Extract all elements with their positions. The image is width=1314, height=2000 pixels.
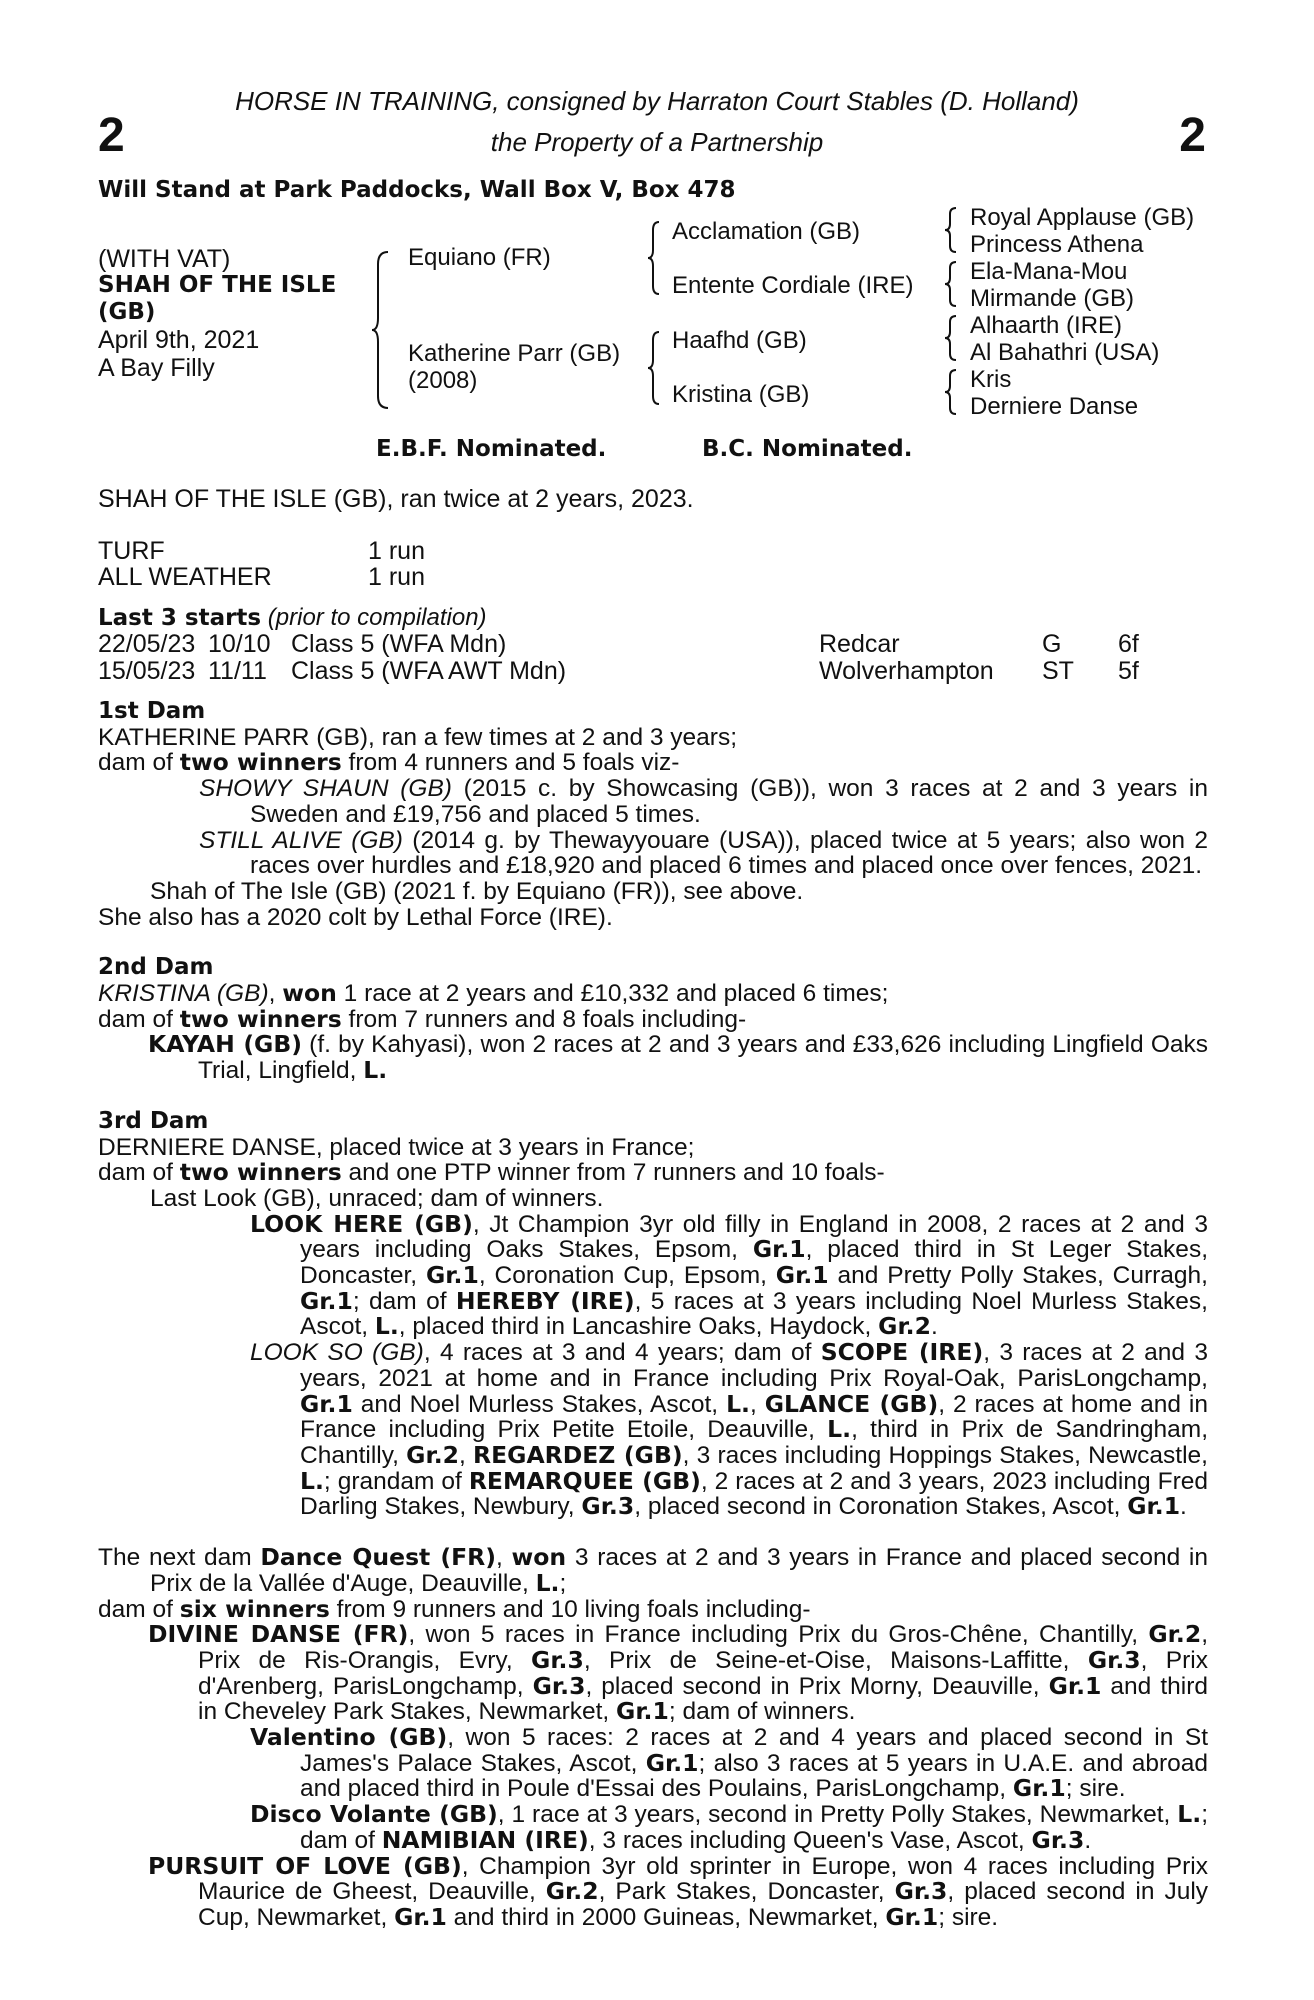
last-starts-heading: [98, 604, 487, 632]
lot-number-right: 2: [1179, 109, 1206, 162]
horse-dob: April 9th, 2021: [98, 326, 260, 354]
bc-nominated: B.C. Nominated.: [702, 436, 913, 462]
gen3-brace-1: [943, 206, 959, 254]
header-property: the Property of a Partnership: [490, 127, 824, 157]
pedigree-sire-sire: Acclamation (GB): [672, 218, 861, 245]
pedigree-dds: Kris: [970, 366, 1012, 393]
pedigree-sire-dam: Entente Cordiale (IRE): [672, 272, 914, 299]
produce-pursuit-of-love: PURSUIT OF LOVE (GB), Champion 3yr old sprinter in Europe, won 4 races including Prix Maurice de Gheest, Deauville, Gr.2, Park Stakes, Doncaster, Gr.3, placed second in July Cup, Newmarket, Gr.1 and third in 2000 Guineas, Newmarket, Gr.1; sire.: [148, 1851, 1209, 1931]
last-start-race: Class 5 (WFA Mdn): [291, 630, 507, 658]
produce-look-here: LOOK HERE (GB), Jt Champion 3yr old filly in England in 2008, 2 races at 2 and 3 years including Oaks Stakes, Epsom, Gr.1, placed third in St Leger Stakes, Doncaster, Gr.1, Coronation Cup, Epsom, Gr.1 and Pretty Polly Stakes, Curragh, Gr.1; dam of HEREBY (IRE), 5 races at 3 years including Noel Murless Stakes, Ascot, L., placed third in Lancashire Oaks, Haydock, Gr.2.: [250, 1209, 1208, 1341]
last-start-date: 22/05/23: [98, 630, 196, 658]
last-starts-title: Last 3 starts: [98, 605, 262, 631]
next-dam-produce: dam of six winners from 9 runners and 10 living foals including-: [98, 1594, 811, 1623]
last-start-race: Class 5 (WFA AWT Mdn): [291, 657, 567, 685]
pedigree-sss: Royal Applause (GB): [970, 204, 1195, 231]
pedigree-dam-year: (2008): [408, 367, 478, 394]
lot-number-left: 2: [98, 109, 125, 162]
pedigree-dam-sire: Haafhd (GB): [672, 327, 807, 354]
pedigree-sire: Equiano (FR): [408, 244, 551, 271]
ebf-nominated: E.B.F. Nominated.: [376, 436, 607, 462]
pedigree-ssd: Princess Athena: [970, 231, 1144, 258]
produce-look-so: LOOK SO (GB), 4 races at 3 and 4 years; dam of SCOPE (IRE), 3 races at 2 and 3 years, 2021 at home and in France including Prix Royal-Oak, ParisLongchamp, Gr.1 and Noel Murless Stakes, Ascot, L., GLANCE (GB), 2 races at home and in France including Prix Petite Etoile, Deauville, L., third in Prix de Sandringham, Chantilly, Gr.2, REGARDEZ (GB), 3 races including Hoppings Stakes, Newcastle, L.; grandam of REMARQUEE (GB), 2 races at 2 and 3 years, 2023 including Fred Darling Stakes, Newbury, Gr.3, placed second in Coronation Stakes, Ascot, Gr.1.: [250, 1338, 1208, 1521]
produce-shah-of-the-isle: Shah of The Isle (GB) (2021 f. by Equiano (FR)), see above.: [150, 877, 804, 905]
race-summary: SHAH OF THE ISLE (GB), ran twice at 2 years, 2023.: [98, 485, 694, 513]
produce-disco-volante: Disco Volante (GB), 1 race at 3 years, second in Pretty Polly Stakes, Newmarket, L.; dam of NAMIBIAN (IRE), 3 races including Queen's Vase, Ascot, Gr.3.: [250, 1800, 1208, 1854]
produce-still-alive: STILL ALIVE (GB) (2014 g. by Thewayyouare (USA)), placed twice at 5 years; also won 2 races over hurdles and £18,920 and placed 6 times and placed once over fences, 2021.: [199, 826, 1208, 880]
surface-aw-label: ALL WEATHER: [98, 563, 272, 591]
next-dam-line: The next dam Dance Quest (FR), won 3 races at 2 and 3 years in France and placed second in Prix de la Vallée d'Auge, Deauville, L.;: [98, 1543, 1208, 1597]
second-dam-produce: dam of two winners from 7 runners and 8 foals including-: [98, 1004, 747, 1033]
horse-description: A Bay Filly: [98, 354, 215, 382]
produce-last-look: Last Look (GB), unraced; dam of winners.: [150, 1184, 604, 1212]
gen3-brace-3: [943, 314, 959, 362]
last-start-dist: 5f: [1118, 657, 1139, 685]
last-start-dist: 6f: [1118, 630, 1139, 658]
produce-showy-shaun: SHOWY SHAUN (GB) (2015 c. by Showcasing (GB)), won 3 races at 2 and 3 years in Sweden and £19,756 and placed 5 times.: [199, 775, 1208, 828]
gen3-brace-4: [943, 368, 959, 416]
vat-label: (WITH VAT): [98, 245, 231, 273]
pedigree-sdd: Mirmande (GB): [970, 285, 1135, 312]
first-dam-line: KATHERINE PARR (GB), ran a few times at 2 and 3 years;: [98, 723, 738, 751]
stand-location: Will Stand at Park Paddocks, Wall Box V, Box 478: [98, 177, 736, 203]
second-dam-line: KRISTINA (GB), won 1 race at 2 years and £10,332 and placed 6 times;: [98, 979, 889, 1008]
pedigree-sds: Ela-Mana-Mou: [970, 258, 1128, 285]
last-start-course: Wolverhampton: [819, 657, 994, 685]
produce-2020-colt: She also has a 2020 colt by Lethal Force (IRE).: [98, 903, 613, 931]
surface-aw-runs: 1 run: [368, 563, 425, 591]
produce-valentino: Valentino (GB), won 5 races: 2 races at 2 and 4 years and placed second in St James's Palace Stakes, Ascot, Gr.1; also 3 races at 5 years in U.A.E. and abroad and placed third in Poule d'Essai des Poulains, ParisLongchamp, Gr.1; sire.: [250, 1723, 1208, 1803]
produce-divine-danse: DIVINE DANSE (FR), won 5 races in France including Prix du Gros-Chêne, Chantilly, Gr.2, Prix de Ris-Orangis, Evry, Gr.3, Prix de Seine-et-Oise, Maisons-Laffitte, Gr.3, Prix d'Arenberg, ParisLongchamp, Gr.3, placed second in Prix Morny, Deauville, Gr.1 and third in Cheveley Park Stakes, Newmarket, Gr.1; dam of winners.: [148, 1620, 1208, 1726]
produce-kayah: KAYAH (GB) (f. by Kahyasi), won 2 races at 2 and 3 years and £33,626 including Lingfield Oaks Trial, Lingfield, L.: [148, 1030, 1208, 1085]
gen3-brace-2: [943, 260, 959, 308]
last-start-going: ST: [1042, 657, 1074, 685]
first-dam-produce: dam of two winners from 4 runners and 5 foals viz-: [98, 748, 680, 777]
header-consignor: HORSE IN TRAINING, consigned by Harraton Court Stables (D. Holland): [235, 86, 1079, 116]
pedigree-dsd: Al Bahathri (USA): [970, 339, 1160, 366]
last-starts-note: (prior to compilation): [267, 604, 487, 631]
pedigree-ddd: Derniere Danse: [970, 393, 1139, 420]
sire-brace: [646, 220, 662, 296]
last-start-pos: 10/10: [208, 630, 271, 658]
horse-name-country: (GB): [98, 299, 156, 325]
third-dam-heading: 3rd Dam: [98, 1107, 209, 1134]
pedigree-dss: Alhaarth (IRE): [970, 312, 1123, 339]
last-start-date: 15/05/23: [98, 657, 196, 685]
surface-turf-runs: 1 run: [368, 537, 425, 565]
horse-name: SHAH OF THE ISLE: [98, 272, 337, 298]
second-dam-heading: 2nd Dam: [98, 954, 214, 981]
pedigree-dam: Katherine Parr (GB): [408, 340, 621, 367]
first-dam-heading: 1st Dam: [98, 698, 206, 724]
last-start-course: Redcar: [819, 630, 900, 658]
third-dam-line: DERNIERE DANSE, placed twice at 3 years in France;: [98, 1133, 695, 1161]
pedigree-dam-dam: Kristina (GB): [672, 381, 810, 408]
last-start-going: G: [1042, 630, 1062, 658]
third-dam-produce: dam of two winners and one PTP winner from 7 runners and 10 foals-: [98, 1158, 885, 1187]
last-start-pos: 11/11: [208, 657, 267, 685]
surface-turf-label: TURF: [98, 537, 165, 565]
pedigree-brace: [370, 250, 392, 410]
family-text: [98, 699, 1208, 1931]
dam-brace: [646, 330, 662, 406]
